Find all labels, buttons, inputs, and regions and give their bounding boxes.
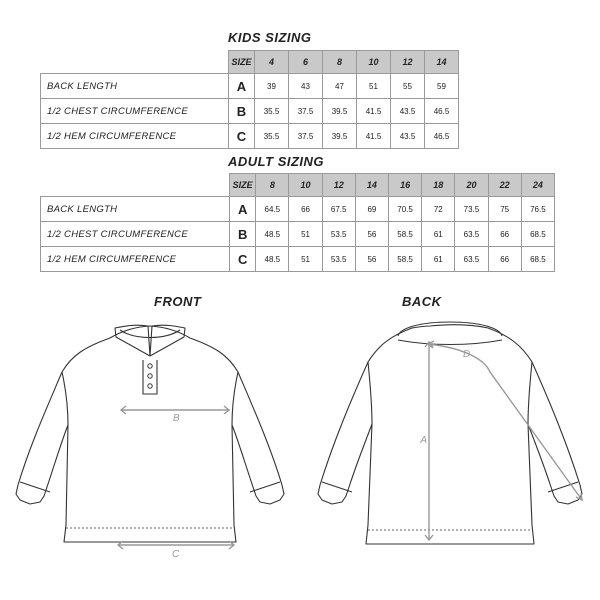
kids-measure-value: 55 [391,74,425,99]
measure-a-label: A [420,435,427,446]
adult-measure-value: 66 [488,247,521,272]
adult-measure-value: 67.5 [322,197,355,222]
kids-measure-value: 35.5 [255,124,289,149]
adult-measure-value: 58.5 [388,222,421,247]
back-shirt-body-outline [318,325,582,544]
kids-measure-value: 41.5 [357,99,391,124]
adult-measure-value: 51 [289,247,322,272]
adult-size-table [40,173,555,272]
adult-measure-letter: B [230,222,256,247]
adult-size-col-header: 12 [322,174,355,197]
adult-measure-value: 76.5 [521,197,554,222]
adult-measure-value: 70.5 [388,197,421,222]
measure-d-label: D [463,349,471,360]
kids-size-col-header: 4 [255,51,289,74]
adult-measure-value: 63.5 [455,247,488,272]
adult-measure-name: BACK LENGTH [41,197,230,222]
kids-measure-value: 39.5 [323,124,357,149]
adult-measure-name: 1/2 CHEST CIRCUMFERENCE [41,222,230,247]
back-right-sleeve-seam [528,362,532,424]
kids-measure-value: 37.5 [289,99,323,124]
back-collar-seam [398,340,502,345]
adult-size-col-header: 14 [355,174,388,197]
adult-measure-value: 63.5 [455,222,488,247]
adult-size-col-header: 20 [455,174,488,197]
adult-size-col-header: 24 [521,174,554,197]
adult-measure-letter: C [230,247,256,272]
kids-measure-letter: A [229,74,255,99]
adult-size-col-header: 18 [422,174,455,197]
measure-d-line [428,344,582,500]
adult-measure-value: 75 [488,197,521,222]
kids-measure-letter: B [229,99,255,124]
kids-measure-value: 39.5 [323,99,357,124]
front-button-3 [148,384,152,388]
adult-size-col-header: 8 [256,174,289,197]
measure-b-label: B [173,413,180,424]
adult-size-col-header: 22 [488,174,521,197]
kids-measure-value: 39 [255,74,289,99]
adult-measure-value: 48.5 [256,247,289,272]
adult-measure-value: 64.5 [256,197,289,222]
back-collar [398,322,502,336]
kids-measure-name: 1/2 HEM CIRCUMFERENCE [41,124,229,149]
front-collar-back [120,330,180,338]
adult-measure-value: 68.5 [521,247,554,272]
adult-measure-value: 68.5 [521,222,554,247]
front-left-sleeve-seam [62,372,68,425]
back-shirt-diagram [300,300,600,600]
kids-measure-value: 41.5 [357,124,391,149]
kids-size-col-header: 10 [357,51,391,74]
adult-measure-name: 1/2 HEM CIRCUMFERENCE [41,247,230,272]
kids-measure-value: 43.5 [391,124,425,149]
adult-measure-value: 58.5 [388,247,421,272]
kids-size-header: SIZE [229,51,255,74]
front-left-cuff [20,482,50,492]
kids-size-col-header: 12 [391,51,425,74]
adult-measure-value: 56 [355,247,388,272]
kids-measure-name: 1/2 CHEST CIRCUMFERENCE [41,99,229,124]
kids-measure-letter: C [229,124,255,149]
adult-measure-value: 61 [422,222,455,247]
adult-measure-row [41,222,555,247]
kids-measure-value: 37.5 [289,124,323,149]
front-button-1 [148,364,152,368]
adult-measure-value: 61 [422,247,455,272]
front-view-title: FRONT [154,294,202,309]
kids-sizing-title: KIDS SIZING [228,30,312,45]
kids-measure-value: 43.5 [391,99,425,124]
adult-size-col-header: 16 [388,174,421,197]
adult-measure-row [41,197,555,222]
kids-measure-row [41,124,459,149]
kids-header-spacer [41,51,229,74]
adult-measure-value: 51 [289,222,322,247]
adult-measure-letter: A [230,197,256,222]
front-shirt-body-outline [16,326,284,542]
adult-measure-value: 66 [289,197,322,222]
adult-header-row [41,174,555,197]
adult-measure-value: 69 [355,197,388,222]
adult-measure-value: 72 [422,197,455,222]
kids-measure-row [41,99,459,124]
adult-header-spacer [41,174,230,197]
front-shirt-diagram [0,300,300,600]
kids-size-col-header: 14 [425,51,459,74]
kids-measure-value: 47 [323,74,357,99]
adult-measure-value: 48.5 [256,222,289,247]
kids-size-col-header: 6 [289,51,323,74]
front-right-sleeve-seam [232,372,238,425]
adult-size-header: SIZE [230,174,256,197]
adult-measure-value: 73.5 [455,197,488,222]
adult-measure-value: 53.5 [322,247,355,272]
front-button-2 [148,374,152,378]
kids-size-col-header: 8 [323,51,357,74]
adult-measure-value: 53.5 [322,222,355,247]
kids-measure-row [41,74,459,99]
back-left-cuff [322,482,352,492]
kids-measure-value: 46.5 [425,99,459,124]
back-view-title: BACK [402,294,442,309]
kids-size-table [40,50,459,149]
kids-measure-value: 35.5 [255,99,289,124]
kids-measure-value: 51 [357,74,391,99]
kids-measure-name: BACK LENGTH [41,74,229,99]
kids-header-row [41,51,459,74]
adult-size-col-header: 10 [289,174,322,197]
back-left-sleeve-seam [368,362,372,424]
adult-measure-value: 56 [355,222,388,247]
front-right-cuff [250,482,280,492]
adult-sizing-title: ADULT SIZING [228,154,325,169]
kids-measure-value: 59 [425,74,459,99]
measure-c-label: C [172,549,180,560]
adult-measure-row [41,247,555,272]
kids-measure-value: 46.5 [425,124,459,149]
kids-measure-value: 43 [289,74,323,99]
adult-measure-value: 66 [488,222,521,247]
